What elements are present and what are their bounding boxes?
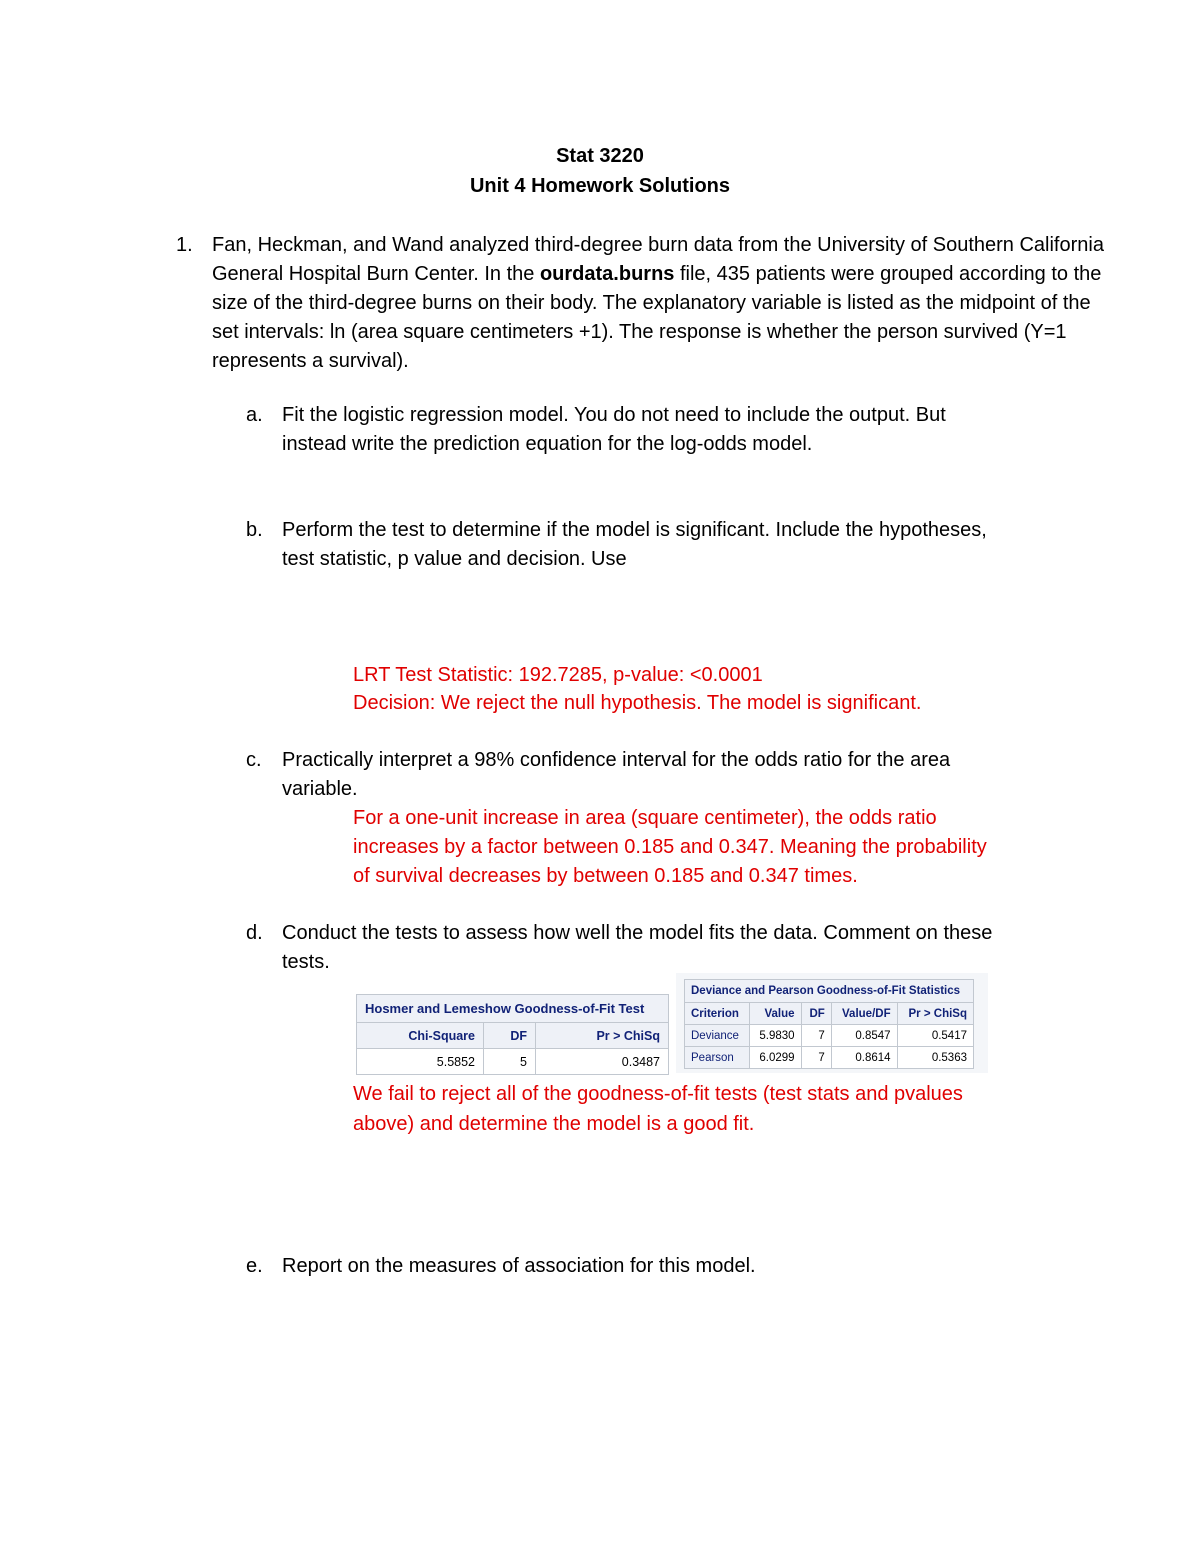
- hl-df-value: 5: [484, 1049, 536, 1075]
- part-d-label: d.: [246, 922, 263, 944]
- part-b-answer-1: LRT Test Statistic: 192.7285, p-value: <0.0001: [353, 664, 763, 686]
- dp-header-df: DF: [801, 1003, 831, 1025]
- dp-cell: 0.5363: [897, 1047, 973, 1069]
- part-b-answer-2: Decision: We reject the null hypothesis. The model is significant.: [353, 692, 922, 714]
- part-d-line-1: Conduct the tests to assess how well the model fits the data. Comment on these: [282, 922, 993, 944]
- part-b-line-2: test statistic, p value and decision. Use: [282, 548, 627, 570]
- dp-cell: 7: [801, 1047, 831, 1069]
- question-intro-text-2: file, 435 patients were grouped according to the size of the third-degree burns on their body. The explanatory variable is listed as the midpoint of the set intervals: ln (area square centimeters +1). The response is whether the person survived (Y=1 represents a survival).: [212, 263, 1102, 372]
- part-b-label: b.: [246, 519, 263, 541]
- part-a-line-2: instead write the prediction equation for the log-odds model.: [282, 433, 813, 455]
- hl-p-value: 0.3487: [536, 1049, 669, 1075]
- table-row: [685, 1047, 974, 1069]
- hl-header-chisq: Chi-Square: [357, 1023, 484, 1049]
- hl-header-df: DF: [484, 1023, 536, 1049]
- dp-header-value-df: Value/DF: [831, 1003, 897, 1025]
- part-a-label: a.: [246, 404, 263, 426]
- part-e-label: e.: [246, 1255, 263, 1277]
- part-e-line-1: Report on the measures of association for this model.: [282, 1255, 756, 1277]
- dp-header-value: Value: [750, 1003, 801, 1025]
- table-row: [685, 1025, 974, 1047]
- deviance-pearson-caption: Deviance and Pearson Goodness-of-Fit Statistics: [685, 980, 974, 1003]
- hosmer-lemeshow-table: [356, 994, 669, 1075]
- dp-header-p: Pr > ChiSq: [897, 1003, 973, 1025]
- dataset-name: ourdata.burns: [539, 263, 675, 285]
- document-subtitle: Unit 4 Homework Solutions: [469, 175, 731, 197]
- dp-cell: 0.8547: [831, 1025, 897, 1047]
- deviance-pearson-table: [684, 979, 974, 1069]
- part-c-answer-3: of survival decreases by between 0.185 and 0.347 times.: [353, 865, 858, 887]
- hl-header-p: Pr > ChiSq: [536, 1023, 669, 1049]
- question-intro-text-1: Fan, Heckman, and Wand analyzed third-degree burn data from the University of Southern California General Hospital Burn Center. In the: [212, 234, 1104, 285]
- document-title: Stat 3220: [556, 145, 644, 167]
- part-d-line-2: tests.: [282, 951, 330, 973]
- part-c-line-2: variable.: [282, 778, 358, 800]
- dp-cell: 6.0299: [750, 1047, 801, 1069]
- part-d-answer-2: above) and determine the model is a good fit.: [353, 1113, 755, 1135]
- part-c-line-1: Practically interpret a 98% confidence interval for the odds ratio for the area: [282, 749, 951, 771]
- part-b-line-1: Perform the test to determine if the model is significant. Include the hypotheses,: [282, 519, 987, 541]
- part-c-answer-1: For a one-unit increase in area (square centimeter), the odds ratio: [353, 807, 937, 829]
- dp-cell: 5.9830: [750, 1025, 801, 1047]
- dp-cell: 0.5417: [897, 1025, 973, 1047]
- part-c-label: c.: [246, 749, 262, 771]
- hl-chisq-value: 5.5852: [357, 1049, 484, 1075]
- dp-cell: 7: [801, 1025, 831, 1047]
- question-number: 1.: [176, 234, 193, 256]
- question-intro: [212, 231, 1112, 376]
- part-d-answer-1: We fail to reject all of the goodness-of-fit tests (test stats and pvalues: [353, 1083, 963, 1105]
- dp-header-criterion: Criterion: [685, 1003, 750, 1025]
- part-a-line-1: Fit the logistic regression model. You do not need to include the output. But: [282, 404, 946, 426]
- dp-row-label: Pearson: [685, 1047, 750, 1069]
- dp-row-label: Deviance: [685, 1025, 750, 1047]
- hosmer-lemeshow-caption: Hosmer and Lemeshow Goodness-of-Fit Test: [357, 995, 669, 1023]
- part-c-answer-2: increases by a factor between 0.185 and 0.347. Meaning the probability: [353, 836, 987, 858]
- table-row: [357, 1049, 669, 1075]
- dp-cell: 0.8614: [831, 1047, 897, 1069]
